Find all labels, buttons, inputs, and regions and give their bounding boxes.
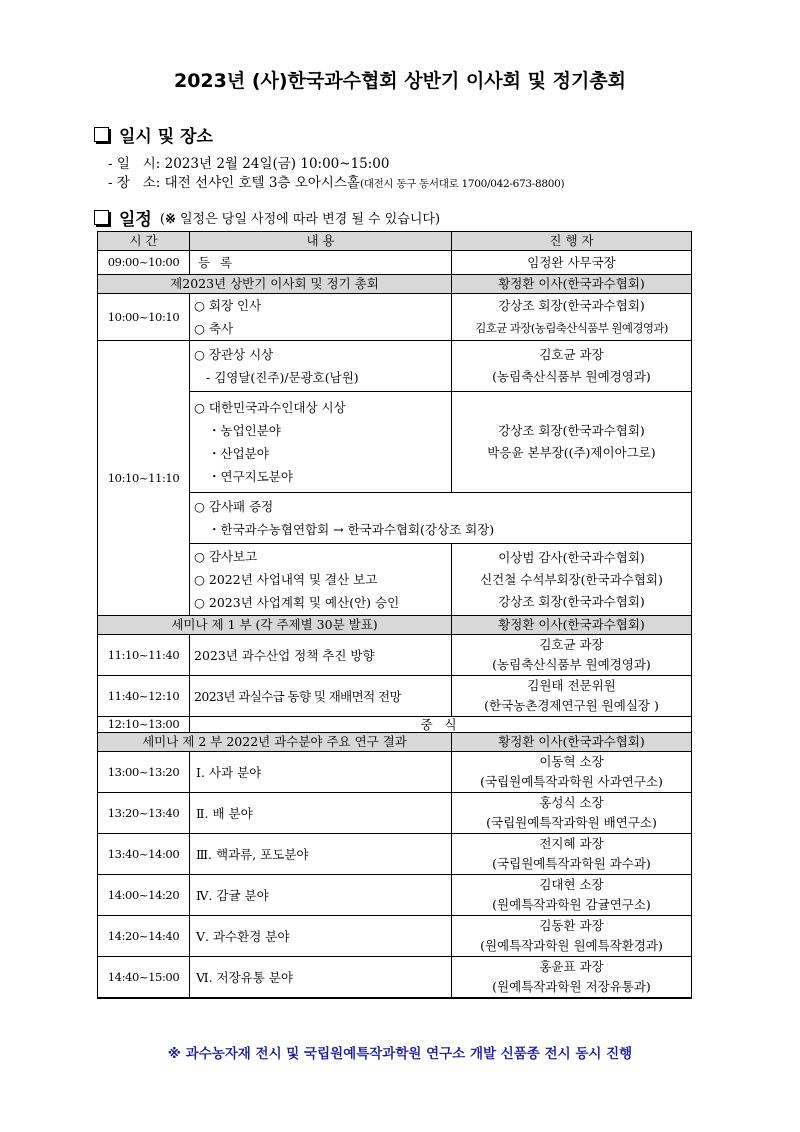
table-row: 14:00~14:20 Ⅳ. 감귤 분야 김대현 소장 (원예특작과학원 감귤연구소)	[98, 875, 692, 916]
table-row: 09:00~10:00 등 록 임정완 사무국장	[98, 251, 692, 275]
header-time: 시 간	[98, 232, 190, 251]
section-row-seminar-1: 세미나 제 1 부 (각 주제별 30분 발표) 황정환 이사(한국과수협회)	[98, 616, 692, 635]
page-title: 2023년 (사)한국과수협회 상반기 이사회 및 정기총회	[173, 70, 627, 92]
table-row: 10:00~10:10 ○ 회장 인사 ○ 축사 강상조 회장(한국과수협회) 김호균 과장(농림축산식품부 원예경영과)	[98, 294, 692, 341]
header-presenter: 진 행 자	[452, 232, 692, 251]
section-row-seminar-2: 세미나 제 2 부 2022년 과수분야 주요 연구 결과 황정환 이사(한국과수협회)	[98, 733, 692, 752]
section-heading-datetime-place	[94, 122, 213, 147]
table-row: 14:40~15:00 Ⅵ. 저장유통 분야 홍윤표 과장 (원예특작과학원 저장유통과)	[98, 957, 692, 999]
footer-note: ※ 과수농자재 전시 및 국립원예특작과학원 연구소 개발 신품종 전시 동시 진행	[167, 1046, 633, 1062]
section-label: 일정	[119, 210, 152, 230]
schedule-table	[97, 231, 692, 999]
table-row-lunch: 12:10~13:00 중 식	[98, 717, 692, 733]
table-row: 10:10~11:10 ○ 장관상 시상 - 김영달(진주)/문광호(남원) 김호균 과장 (농림축산식품부 원예경영과)	[98, 341, 692, 392]
event-place: - 장 소: 대전 선샤인 호텔 3층 오아시스홀(대전시 동구 동서대로 1700/042-673-8800)	[108, 175, 565, 191]
checkbox-bullet-icon	[94, 127, 109, 142]
header-content: 내 용	[190, 232, 452, 251]
table-header-row	[98, 232, 692, 251]
table-row: ○ 감사보고 ○ 2022년 사업내역 및 결산 보고 ○ 2023년 사업계획 및 예산(안) 승인 이상범 감사(한국과수협회) 신건철 수석부회장(한국과수협회) 강상조 회장(한국과수협회)	[98, 544, 692, 616]
event-date: - 일 시: 2023년 2월 24일(금) 10:00~15:00	[108, 156, 390, 172]
table-row: 14:20~14:40 Ⅴ. 과수환경 분야 김동환 과장 (원예특작과학원 원예특작환경과)	[98, 916, 692, 957]
checkbox-bullet-icon	[94, 210, 109, 225]
table-row: ○ 감사패 증정 ・한국과수농협연합회 → 한국과수협회(강상조 회장)	[98, 493, 692, 544]
table-row: 13:40~14:00 Ⅲ. 핵과류, 포도분야 전지혜 과장 (국립원예특작과학원 과수과)	[98, 834, 692, 875]
section-heading-schedule	[94, 205, 440, 230]
section-row-general-meeting: 제2023년 상반기 이사회 및 정기 총회 황정환 이사(한국과수협회)	[98, 275, 692, 294]
schedule-note: (※ 일정은 당일 사정에 따라 변경 될 수 있습니다)	[159, 212, 441, 227]
table-row: 13:20~13:40 Ⅱ. 배 분야 홍성식 소장 (국립원예특작과학원 배연구소)	[98, 793, 692, 834]
section-label: 일시 및 장소	[119, 127, 213, 147]
table-row: 11:40~12:10 2023년 과실수급 동향 및 재배면적 전망 김원태 전문위원 (한국농촌경제연구원 원예실장 )	[98, 676, 692, 717]
table-row: ○ 대한민국과수인대상 시상 ・농업인분야 ・산업분야 ・연구지도분야 강상조 회장(한국과수협회) 박응윤 본부장((주)제이아그로)	[98, 392, 692, 493]
table-row: 11:10~11:40 2023년 과수산업 정책 추진 방향 김호균 과장 (농림축산식품부 원예경영과)	[98, 635, 692, 676]
table-row: 13:00~13:20 Ⅰ. 사과 분야 이동혁 소장 (국립원예특작과학원 사과연구소)	[98, 752, 692, 793]
place-detail: (대전시 동구 동서대로 1700/042-673-8800)	[359, 178, 565, 190]
